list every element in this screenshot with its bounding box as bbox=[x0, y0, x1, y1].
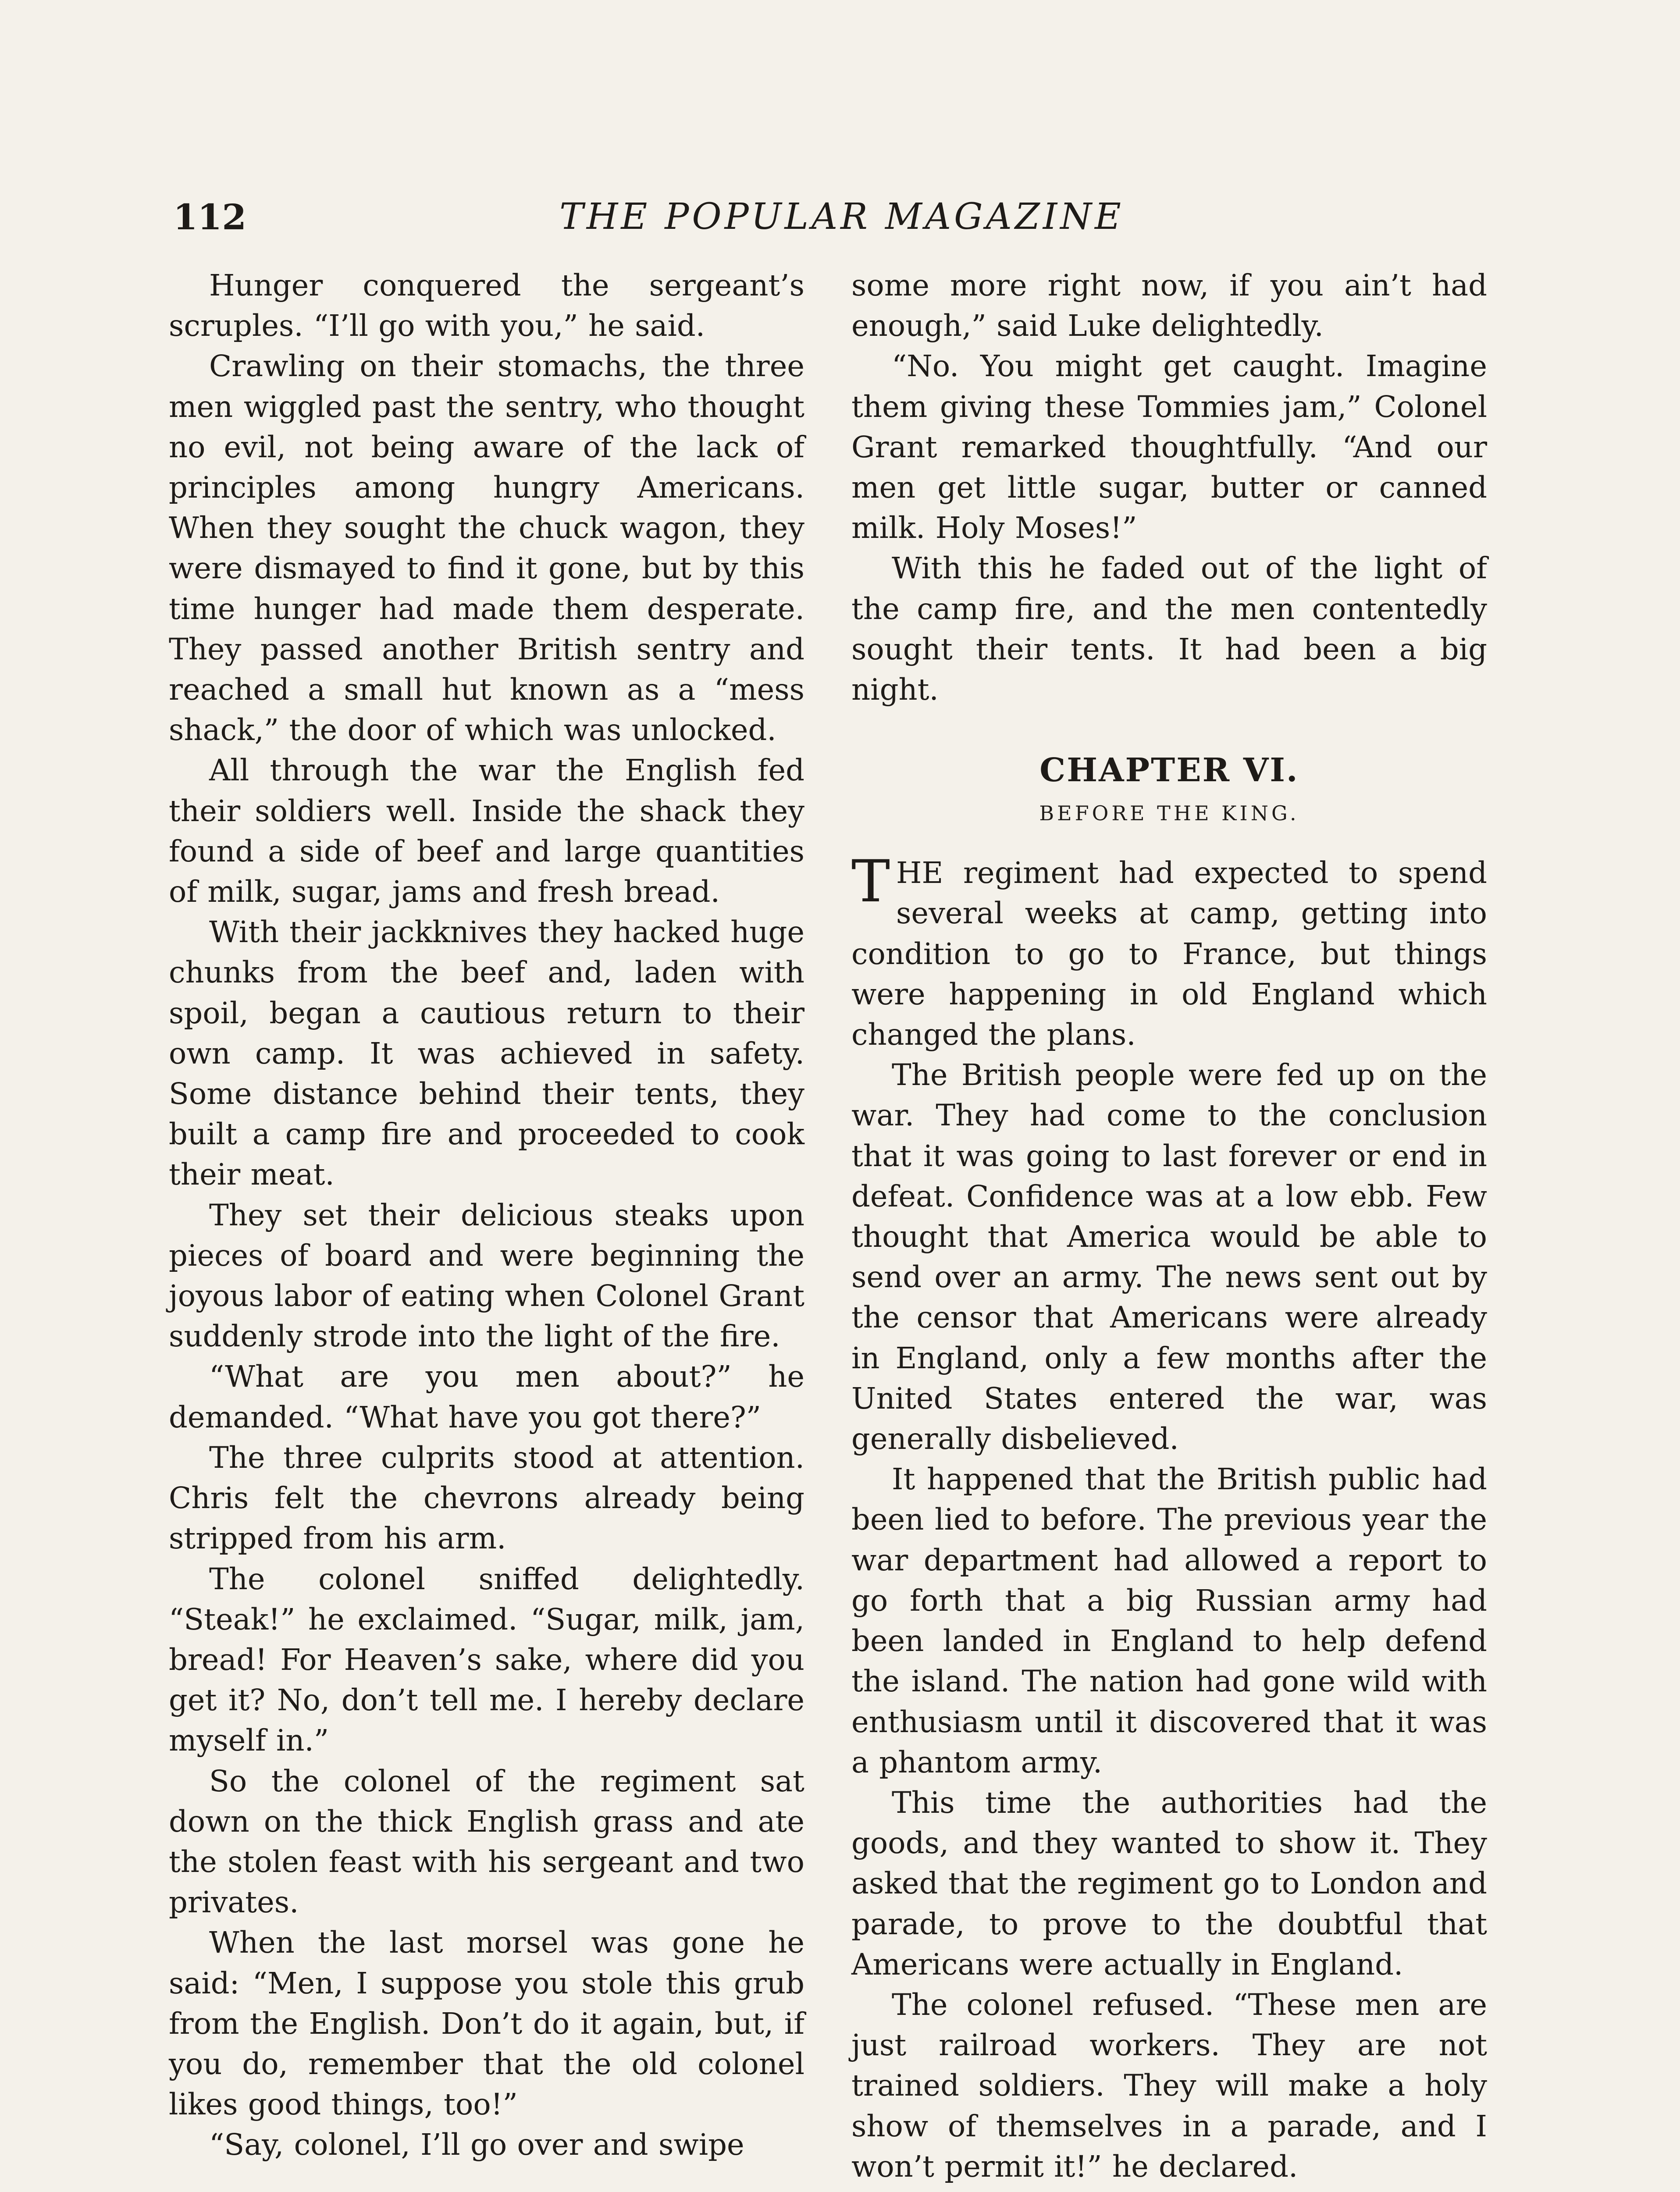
paragraph: The colonel refused. “These men are just railroad workers. They are not trained soldiers. They will make a holy show of themselves in a parade, and I won’t permit it!” he declared. bbox=[851, 1987, 1487, 2184]
paragraph: some more right now, if you ain’t had enough,” said Luke delightedly. bbox=[851, 268, 1487, 343]
paragraph: They set their delicious steaks upon pieces of board and were beginning the joyous labor of eating when Colonel Grant suddenly strode into the light of the fire. bbox=[169, 1198, 804, 1354]
drop-cap: T bbox=[851, 848, 890, 916]
chapter-opening-text: HE regiment had expected to spend several weeks at camp, getting into condition to go to France, but things were happening in old England which changed the plans. bbox=[851, 856, 1487, 1052]
paragraph: Crawling on their stomachs, the three men wiggled past the sentry, who thought no evil, not being aware of the lack of principles among hungry Americans. When they sought the chuck wagon, they were dismayed to find it gone, but by this time hunger had made them desperate. They passed another British sentry and reached a small hut known as a “mess shack,” the door of which was unlocked. bbox=[169, 349, 804, 747]
left-column bbox=[169, 265, 804, 2165]
running-title: THE POPULAR MAGAZINE bbox=[559, 196, 1124, 238]
paragraph: “Say, colonel, I’ll go over and swipe bbox=[209, 2128, 744, 2162]
paragraph: “No. You might get caught. Imagine them giving these Tommies jam,” Colonel Grant remarked thoughtfully. “And our men get little sugar, butter or canned milk. Holy Moses!” bbox=[851, 349, 1487, 545]
page-number: 112 bbox=[173, 196, 246, 238]
chapter-subtitle: BEFORE THE KING. bbox=[1039, 801, 1299, 826]
right-column bbox=[851, 265, 1487, 2187]
paragraph: The three culprits stood at attention. Chris felt the chevrons already being stripped from his arm. bbox=[169, 1440, 804, 1556]
paragraph: With this he faded out of the light of the camp fire, and the men contentedly sought their tents. It had been a big night. bbox=[851, 551, 1487, 707]
paragraph: “What are you men about?” he demanded. “What have you got there?” bbox=[169, 1359, 804, 1434]
paragraph: All through the war the English fed their soldiers well. Inside the shack they found a side of beef and large quantities of milk, sugar, jams and fresh bread. bbox=[169, 753, 804, 909]
paragraph: The British people were fed up on the war. They had come to the conclusion that it was going to last forever or end in defeat. Confidence was at a low ebb. Few thought that America would be able to send over an army. The news sent out by the censor that Americans were already in England, only a few months after the United States entered the war, was generally disbelieved. bbox=[851, 1058, 1487, 1456]
paragraph: So the colonel of the regiment sat down on the thick English grass and ate the stolen feast with his sergeant and two privates. bbox=[169, 1764, 804, 1920]
chapter-opening-paragraph bbox=[851, 848, 1487, 1055]
paragraph: When the last morsel was gone he said: “Men, I suppose you stole this grub from the English. Don’t do it again, but, if you do, remember that the old colonel likes good things, too!” bbox=[169, 1925, 804, 2122]
paragraph: It happened that the British public had been lied to before. The previous year the war department had allowed a report to go forth that a big Russian army had been landed in England to help defend the island. The nation had gone wild with enthusiasm until it discovered that it was a phantom army. bbox=[851, 1462, 1487, 1779]
paragraph: With their jackknives they hacked huge chunks from the beef and, laden with spoil, began a cautious return to their own camp. It was achieved in safety. Some distance behind their tents, they built a camp fire and proceeded to cook their meat. bbox=[169, 915, 804, 1192]
paragraph: The colonel sniffed delightedly. “Steak!” he exclaimed. “Sugar, milk, jam, bread! For Heaven’s sake, where did you get it? No, don’t tell me. I hereby declare myself in.” bbox=[169, 1562, 804, 1758]
chapter-title: CHAPTER VI. bbox=[1039, 751, 1299, 790]
paragraph: This time the authorities had the goods, and they wanted to show it. They asked that the regiment go to London and parade, to prove to the doubtful that Americans were actually in England. bbox=[851, 1785, 1487, 1982]
paragraph: Hunger conquered the sergeant’s scruples. “I’ll go with you,” he said. bbox=[169, 268, 804, 343]
page-header bbox=[173, 189, 1510, 246]
